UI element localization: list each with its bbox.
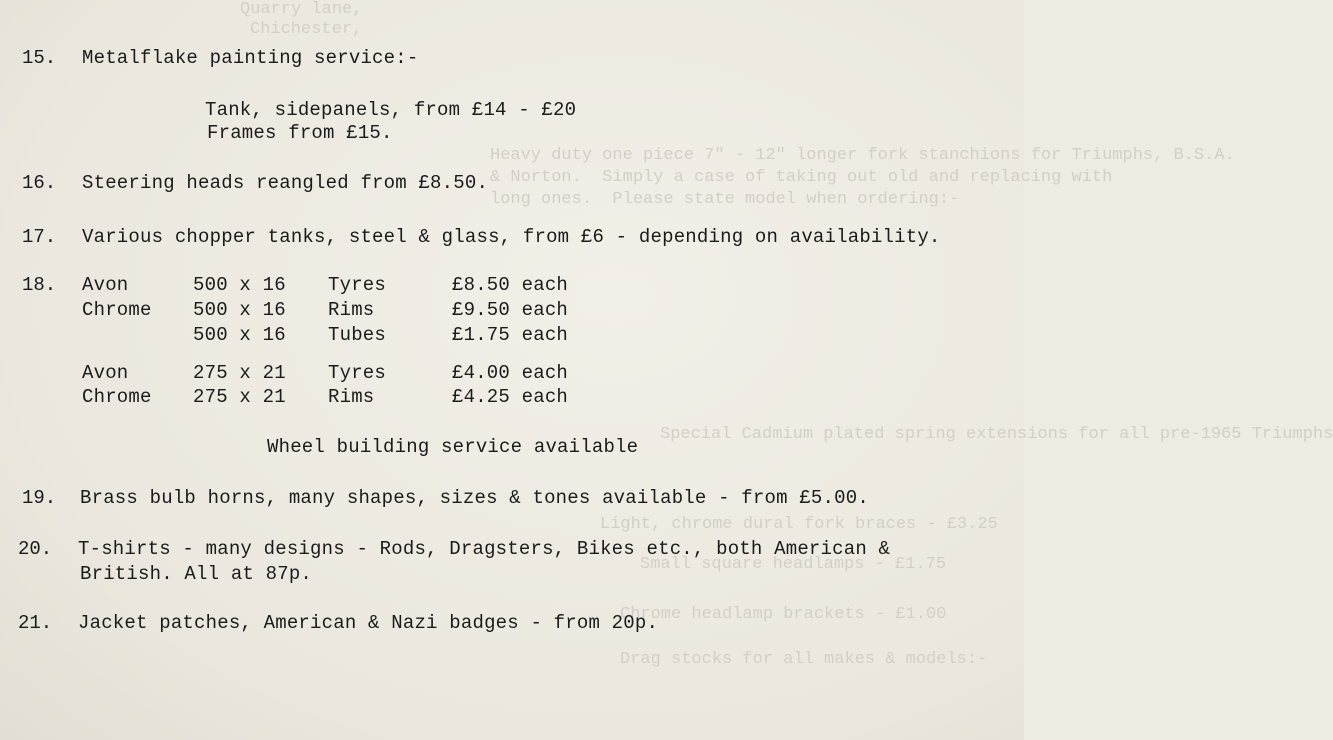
wheel-brand: Avon (82, 274, 129, 296)
item-number: 21. (18, 612, 53, 634)
wheel-price: £8.50 each (452, 274, 569, 296)
item-number: 18. (22, 274, 57, 296)
item-text: Steering heads reangled from £8.50. (82, 172, 489, 194)
item-text: T-shirts - many designs - Rods, Dragsters, Bikes etc., both American & (78, 538, 891, 560)
show-through-text: Small square headlamps - £1.75 (640, 555, 947, 574)
item-text: Metalflake painting service:- (82, 47, 419, 69)
wheel-building-note: Wheel building service available (267, 436, 639, 458)
wheel-size: 275 x 21 (193, 386, 286, 408)
show-through-text: Chichester, (250, 20, 363, 39)
wheel-item: Tyres (328, 274, 387, 296)
item-text: Brass bulb horns, many shapes, sizes & tones available - from £5.00. (80, 487, 869, 509)
item-text: Various chopper tanks, steel & glass, from £6 - depending on availability. (82, 226, 941, 248)
show-through-text: Heavy duty one piece 7" - 12" longer fork stanchions for Triumphs, B.S.A. (490, 146, 1235, 165)
wheel-size: 275 x 21 (193, 362, 286, 384)
wheel-brand: Chrome (82, 386, 152, 408)
metalflake-line: Tank, sidepanels, from £14 - £20 (205, 99, 577, 121)
wheel-brand: Chrome (82, 299, 152, 321)
show-through-text: Chrome headlamp brackets - £1.00 (620, 605, 947, 624)
wheel-price: £1.75 each (452, 324, 569, 346)
show-through-text: Quarry lane, (240, 0, 363, 19)
show-through-text: Special Cadmium plated spring extensions for all pre-1965 Triumphs (660, 425, 1333, 444)
item-number: 16. (22, 172, 57, 194)
item-text: British. All at 87p. (80, 563, 313, 585)
metalflake-line: Frames from £15. (207, 122, 393, 144)
item-number: 15. (22, 47, 57, 69)
wheel-size: 500 x 16 (193, 299, 286, 321)
wheel-brand: Avon (82, 362, 129, 384)
item-number: 17. (22, 226, 57, 248)
item-text: Jacket patches, American & Nazi badges - from 20p. (78, 612, 659, 634)
wheel-item: Tyres (328, 362, 387, 384)
show-through-text: & Norton. Simply a case of taking out old and replacing with (490, 168, 1113, 187)
wheel-item: Rims (328, 299, 375, 321)
show-through-text: Light, chrome dural fork braces - £3.25 (600, 515, 998, 534)
wheel-price: £4.00 each (452, 362, 569, 384)
show-through-text: long ones. Please state model when ordering:- (490, 190, 960, 209)
wheel-item: Tubes (328, 324, 387, 346)
item-number: 19. (22, 487, 57, 509)
item-number: 20. (18, 538, 53, 560)
wheel-size: 500 x 16 (193, 274, 286, 296)
wheel-price: £9.50 each (452, 299, 569, 321)
show-through-text: Drag stocks for all makes & models:- (620, 650, 988, 669)
wheel-item: Rims (328, 386, 375, 408)
wheel-price: £4.25 each (452, 386, 569, 408)
wheel-size: 500 x 16 (193, 324, 286, 346)
